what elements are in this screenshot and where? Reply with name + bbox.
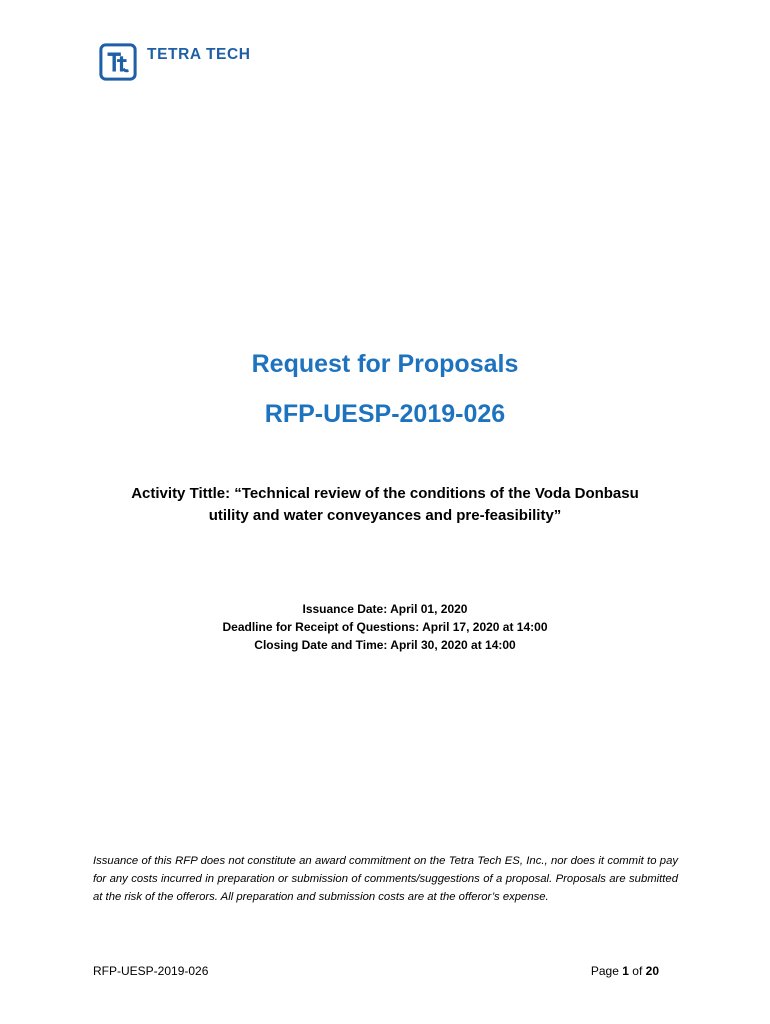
activity-title bbox=[90, 483, 680, 527]
logo-text: TETRA TECH bbox=[147, 46, 251, 63]
page-current: 1 bbox=[622, 964, 629, 978]
footer-page-number bbox=[591, 964, 659, 978]
activity-title-line-1: Activity Tittle: “Technical review of the conditions of the Voda Donbasu bbox=[131, 485, 639, 502]
document-title: Request for Proposals bbox=[251, 350, 519, 378]
disclaimer-text: Issuance of this RFP does not constitute an award commitment on the Tetra Tech ES, Inc., nor does it commit to pay for any costs incurred in preparation or submission of comments/suggestions of a proposal. Proposals are submitted at the risk of the offerors. All preparation and submission costs are at the offeror’s expense. bbox=[93, 855, 678, 903]
tetra-tech-logo-mark-icon bbox=[99, 43, 137, 81]
closing-date: Closing Date and Time: April 30, 2020 at 14:00 bbox=[254, 638, 516, 652]
questions-deadline: Deadline for Receipt of Questions: April 17, 2020 at 14:00 bbox=[222, 620, 548, 634]
page-word: Page bbox=[590, 964, 619, 978]
key-dates bbox=[0, 600, 770, 654]
page-of: of bbox=[632, 964, 643, 978]
tetra-tech-logo bbox=[99, 43, 251, 81]
issuance-date: Issuance Date: April 01, 2020 bbox=[302, 602, 468, 616]
page-total: 20 bbox=[645, 964, 659, 978]
footer-doc-id: RFP-UESP-2019-026 bbox=[93, 964, 209, 978]
rfp-number: RFP-UESP-2019-026 bbox=[264, 400, 506, 428]
activity-title-line-2: utility and water conveyances and pre-feasibility” bbox=[208, 507, 562, 524]
